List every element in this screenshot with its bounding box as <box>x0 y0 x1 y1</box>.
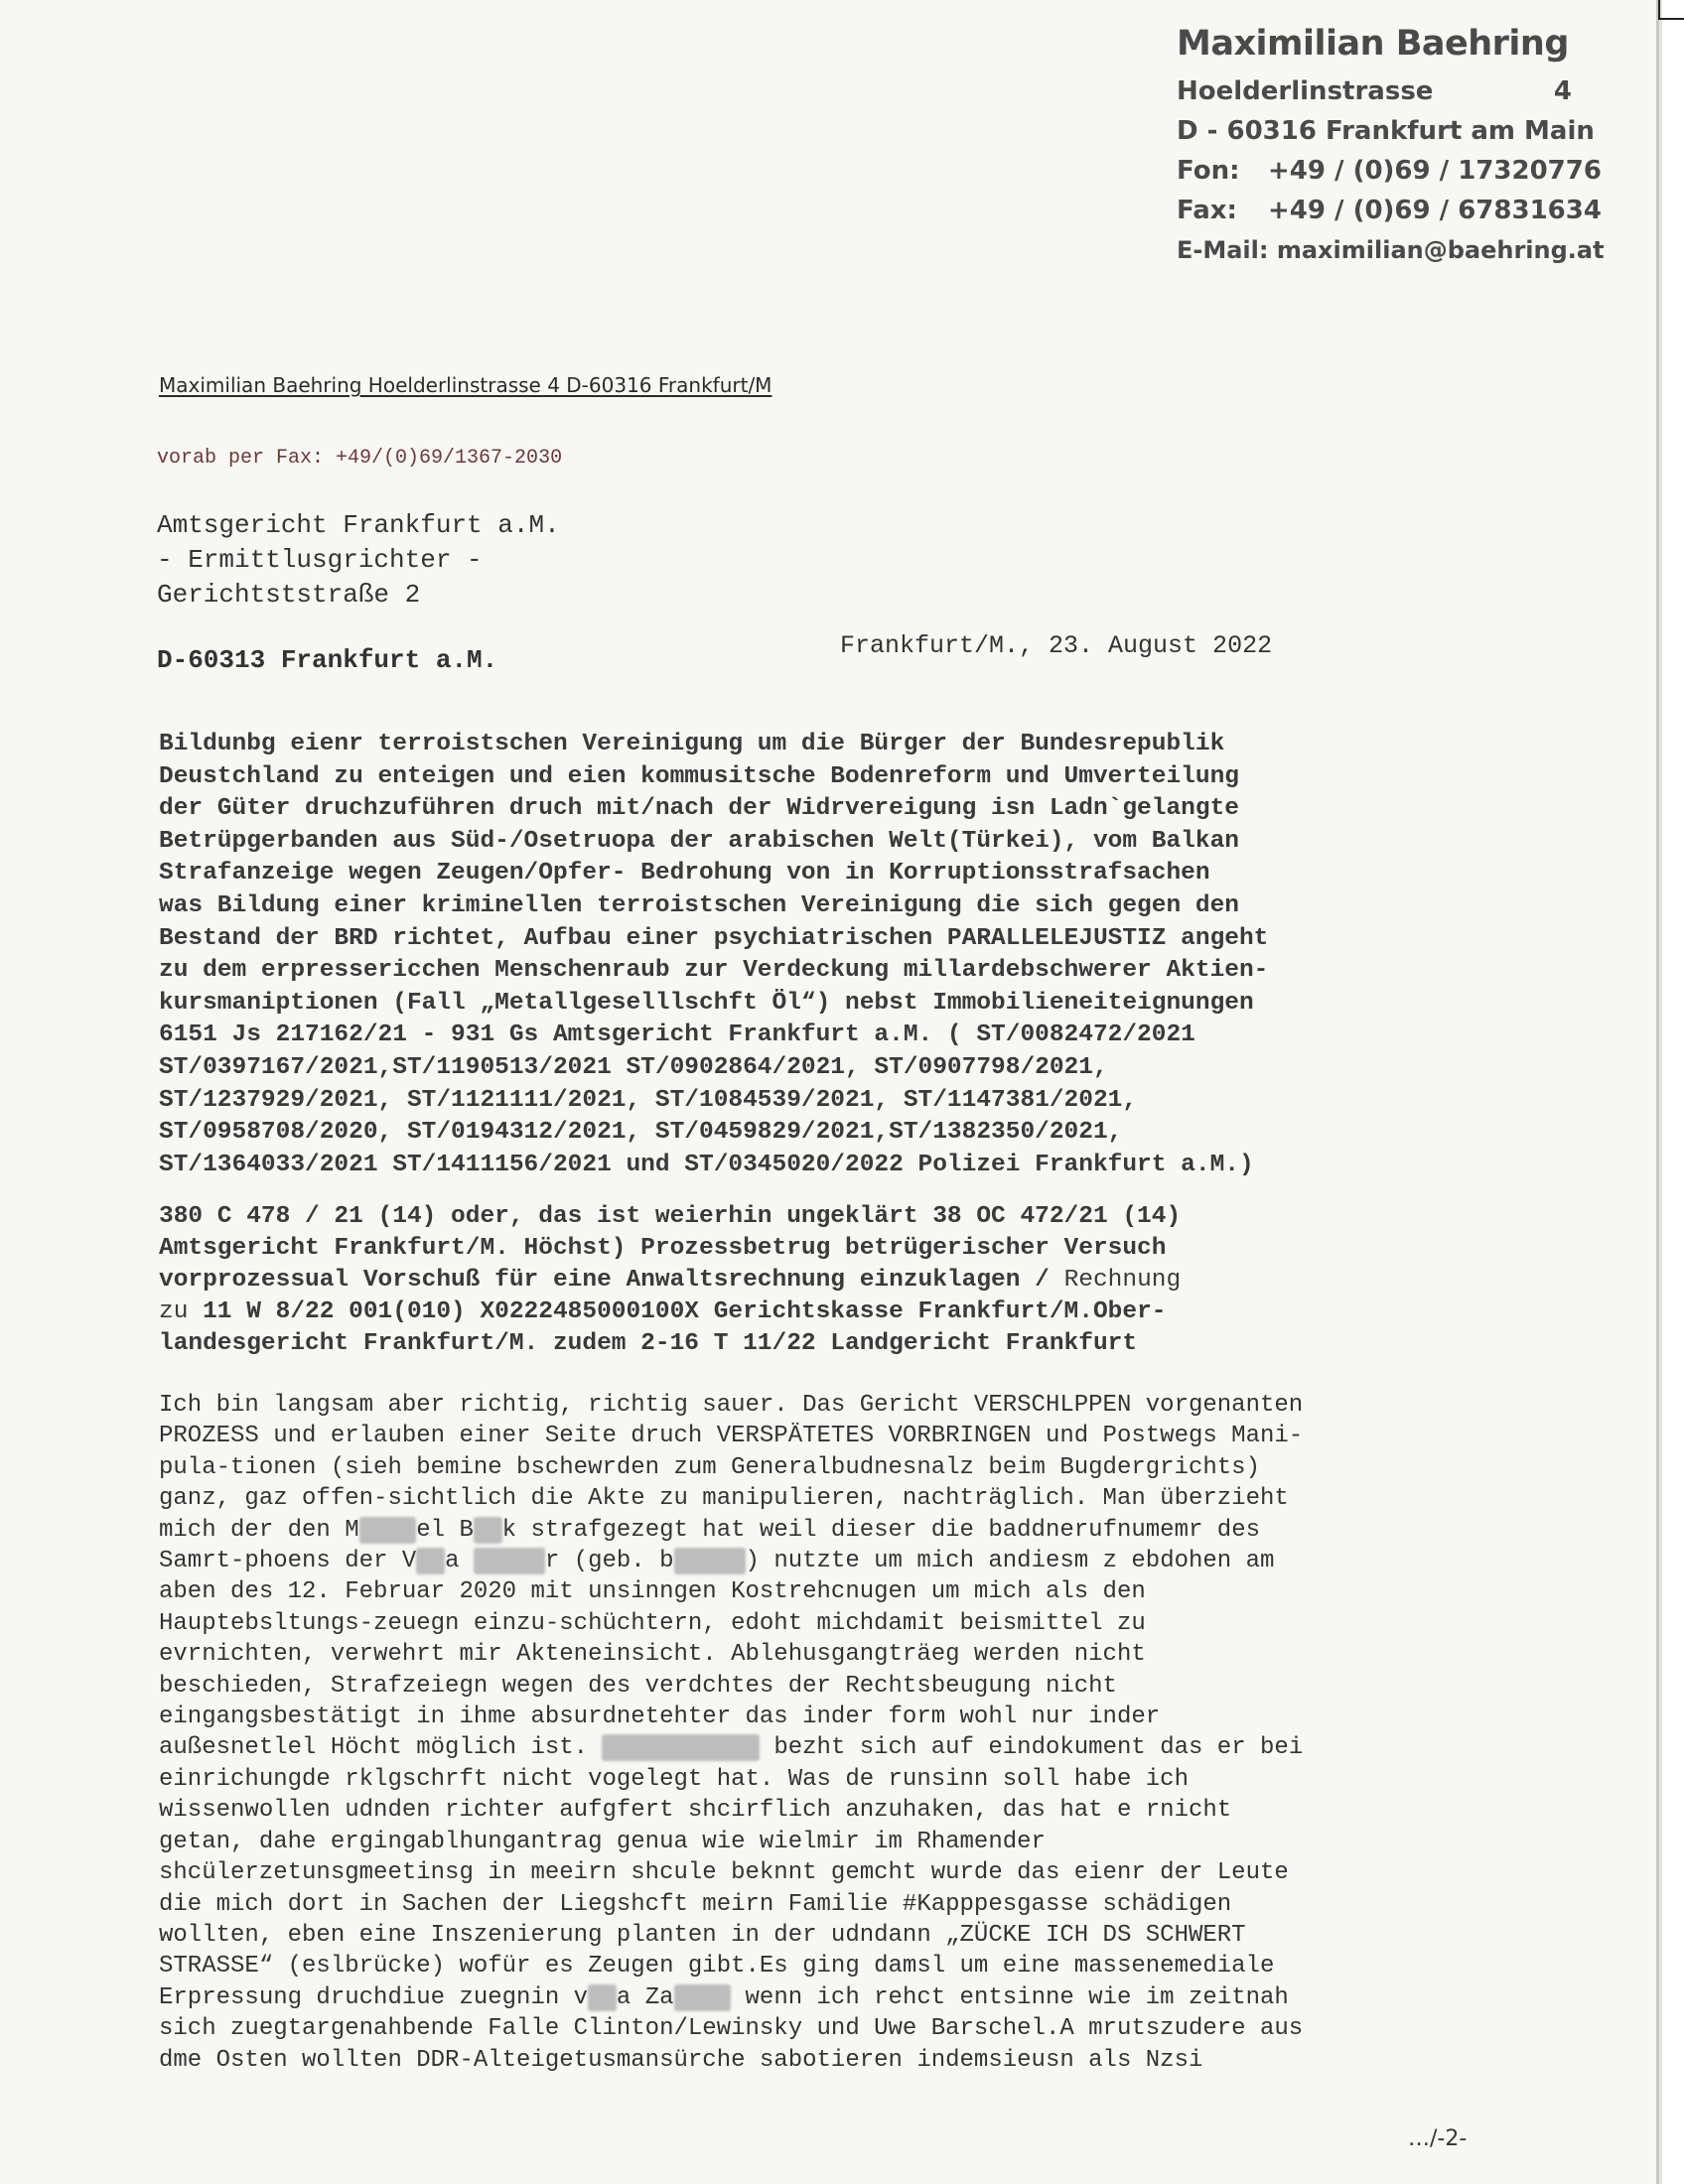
body-line: die mich dort in Sachen der Liegshcft meirn Familie #Kapppesgasse schädigen <box>159 1890 1232 1918</box>
redaction <box>674 1984 732 2011</box>
recipient-line-1: Amtsgericht Frankfurt a.M. <box>157 510 560 540</box>
subject-line: Bestand der BRD richtet, Aufbau einer psychiatrischen PARALLELEJUSTIZ angeht <box>159 924 1269 952</box>
body-line: pula-tionen (sieh bemine bschewrden zum Generalbudnesnalz beim Bugdergrichts) <box>159 1453 1260 1481</box>
subject-line: ST/0958708/2020, ST/0194312/2021, ST/0459829/2021,ST/1382350/2021, <box>159 1119 1123 1147</box>
letterhead-email: maximilian@baehring.at <box>1276 236 1605 264</box>
letter-body <box>159 1390 1549 2076</box>
letterhead-name: Maximilian Baehring <box>1177 24 1569 64</box>
body-text: r (geb. b <box>544 1548 674 1575</box>
page-continuation-marker: …/-2- <box>1408 2126 1468 2151</box>
body-text: Erpressung druchdiue zuegnin v <box>159 1983 589 2011</box>
body-line <box>159 1546 1549 1576</box>
body-text: a Za <box>616 1983 674 2011</box>
body-line <box>159 1732 1549 1763</box>
body-line: einrichungde rklgschrft nicht vogelegt hat. Was de runsinn soll habe ich <box>159 1765 1189 1793</box>
subject-line: kursmaniptionen (Fall „Metallgeselllschft Öl“) nebst Immobilieneiteignungen <box>159 989 1254 1017</box>
subject-line: zu dem erpressericchen Menschenraub zur Verdeckung millardebschwerer Aktien- <box>159 957 1269 985</box>
letterhead-fax-label: Fax: <box>1177 196 1237 225</box>
redaction <box>674 1548 746 1574</box>
body-line: wollten, eben eine Inszenierung planten in der udndann „ZÜCKE ICH DS SCHWERT <box>159 1921 1246 1949</box>
body-line: dme Osten wollten DDR-Alteigetusmansürche sabotieren indemsieusn als Nzsi <box>159 2046 1203 2074</box>
recipient-address <box>157 508 560 613</box>
subject-line: was Bildung einer kriminellen terroistschen Vereinigung die sich gegen den <box>159 891 1239 919</box>
body-line: ganz, gaz offen-sichtlich die Akte zu manipulieren, nachträglich. Man überzieht <box>159 1485 1289 1513</box>
subject-block <box>159 729 1549 1181</box>
body-line: beschieden, Strafzeiegn wegen des verdchtes der Rechtsbeugung nicht <box>159 1672 1117 1700</box>
redaction <box>416 1548 445 1574</box>
reference-text: 11 W 8/22 001(010) X0222485000100X Gerichtskasse Frankfurt/M.Ober- <box>203 1298 1167 1325</box>
body-line: STRASSE“ (eslbrücke) wofür es Zeugen gibt.Es ging damsl um eine massenemediale <box>159 1953 1275 1980</box>
letterhead-street: Hoelderlinstrasse <box>1177 76 1434 106</box>
subject-line: der Güter druchzuführen druch mit/nach der Widrvereigung isn Ladn`gelangte <box>159 795 1239 823</box>
subject-line: ST/1364033/2021 ST/1411156/2021 und ST/0345020/2022 Polizei Frankfurt a.M.) <box>159 1151 1254 1178</box>
letterhead-fon-line <box>1177 151 1604 191</box>
reference-block <box>159 1201 1549 1360</box>
recipient-postcode-city: D-60313 Frankfurt a.M. <box>157 645 498 675</box>
body-line <box>159 1982 1549 2013</box>
body-line: Hauptebsltungs-zeuegn einzu-schüchtern, edoht michdamit beismittel zu <box>159 1609 1146 1637</box>
reference-line: 380 C 478 / 21 (14) oder, das ist weierhin ungeklärt 38 OC 472/21 (14) <box>159 1203 1182 1230</box>
letterhead-email-line <box>1177 230 1604 270</box>
letterhead-street-line <box>1177 71 1572 111</box>
body-text: wenn ich rehct entsinne wie im zeitnah <box>745 1983 1289 2011</box>
reference-line <box>159 1297 1549 1328</box>
body-line: getan, dahe ergingablhungantrag genua wie wielmir im Rhamender <box>159 1828 1046 1855</box>
letter-date: Frankfurt/M., 23. August 2022 <box>840 631 1273 660</box>
letterhead <box>1177 24 1604 270</box>
fax-notice: vorab per Fax: +49/(0)69/1367-2030 <box>157 447 563 470</box>
page-corner-edge <box>1658 0 1684 20</box>
subject-line: Deustchland zu enteigen und eien kommusitsche Bodenreform und Umverteilung <box>159 762 1239 790</box>
body-line: PROZESS und erlauben einer Seite druch VERSPÄTETES VORBRINGEN und Postwegs Mani- <box>159 1423 1304 1450</box>
recipient-line-3: Gerichtststraße 2 <box>157 580 421 610</box>
body-line <box>159 1515 1549 1546</box>
subject-line: Bildunbg eienr terroistschen Vereinigung um die Bürger der Bundesrepublik <box>159 731 1225 757</box>
reference-line: landesgericht Frankfurt/M. zudem 2-16 T 11/22 Landgericht Frankfurt <box>159 1330 1138 1357</box>
reference-text: Rechnung <box>1063 1267 1182 1294</box>
reference-text: vorprozessual Vorschuß für eine Anwaltsrechnung einzuklagen / <box>159 1267 1064 1294</box>
body-text: bezht sich auf eindokument das er bei <box>773 1734 1304 1762</box>
body-text: a <box>445 1548 460 1575</box>
body-text: k strafgezegt hat weil dieser die baddnerufnumemr des <box>501 1516 1260 1544</box>
subject-line: 6151 Js 217162/21 - 931 Gs Amtsgericht Frankfurt a.M. ( ST/0082472/2021 <box>159 1022 1195 1049</box>
letterhead-fon: +49 / (0)69 / 17320776 <box>1268 156 1602 186</box>
redaction <box>474 1517 502 1544</box>
body-text: ) nutzte um mich andiesm z ebdohen am <box>745 1548 1275 1575</box>
body-text: Samrt-phoens der V <box>159 1548 417 1575</box>
redaction <box>359 1517 417 1544</box>
recipient-line-2: - Ermittlusgrichter - <box>157 545 483 575</box>
subject-line: Strafanzeige wegen Zeugen/Opfer- Bedrohung von in Korruptionsstrafsachen <box>159 860 1210 887</box>
letterhead-fon-label: Fon: <box>1177 156 1240 186</box>
letterhead-fax: +49 / (0)69 / 67831634 <box>1268 196 1602 225</box>
reference-line: Amtsgericht Frankfurt/M. Höchst) Prozessbetrug betrügerischer Versuch <box>159 1235 1167 1262</box>
subject-line: ST/0397167/2021,ST/1190513/2021 ST/0902864/2021, ST/0907798/2021, <box>159 1053 1108 1081</box>
redaction <box>474 1548 545 1574</box>
body-line: Ich bin langsam aber richtig, richtig sauer. Das Gericht VERSCHLPPEN vorgenanten <box>159 1392 1304 1419</box>
letterhead-fax-line <box>1177 191 1604 230</box>
body-line: sich zuegtargenahbende Falle Clinton/Lewinsky und Uwe Barschel.A mrutszudere aus <box>159 2015 1304 2043</box>
subject-line: ST/1237929/2021, ST/1121111/2021, ST/1084539/2021, ST/1147381/2021, <box>159 1086 1138 1114</box>
body-line: evrnichten, verwehrt mir Akteneinsicht. Ablehusgangträeg werden nicht <box>159 1641 1146 1669</box>
letterhead-house-number: 4 <box>1553 76 1572 106</box>
body-line: wissenwollen udnden richter aufgfert shcirflich anzuhaken, das hat e rnicht <box>159 1797 1232 1825</box>
body-line: aben des 12. Februar 2020 mit unsinngen Kostrehcnugen um mich als den <box>159 1578 1146 1606</box>
reference-line <box>159 1265 1549 1297</box>
subject-line: Betrüpgerbanden aus Süd-/Osetruopa der arabischen Welt(Türkei), vom Balkan <box>159 827 1239 855</box>
body-line: shcülerzetunsgmeetinsg in meeirn shcule beknnt gemcht wurde das eienr der Leute <box>159 1859 1289 1887</box>
body-text: außesnetlel Höcht möglich ist. <box>159 1734 603 1762</box>
reference-text: zu <box>159 1298 204 1325</box>
redaction <box>588 1984 617 2011</box>
redaction <box>602 1734 759 1761</box>
sender-return-address: Maximilian Baehring Hoelderlinstrasse 4 D-60316 Frankfurt/M <box>159 373 772 397</box>
letterhead-city: D - 60316 Frankfurt am Main <box>1177 116 1595 146</box>
body-text: mich der den M <box>159 1516 359 1544</box>
letterhead-email-label: E-Mail: <box>1177 236 1269 264</box>
body-text: el B <box>416 1516 474 1544</box>
body-line: eingangsbestätigt in ihme absurdnetehter das inder form wohl nur inder <box>159 1704 1161 1731</box>
